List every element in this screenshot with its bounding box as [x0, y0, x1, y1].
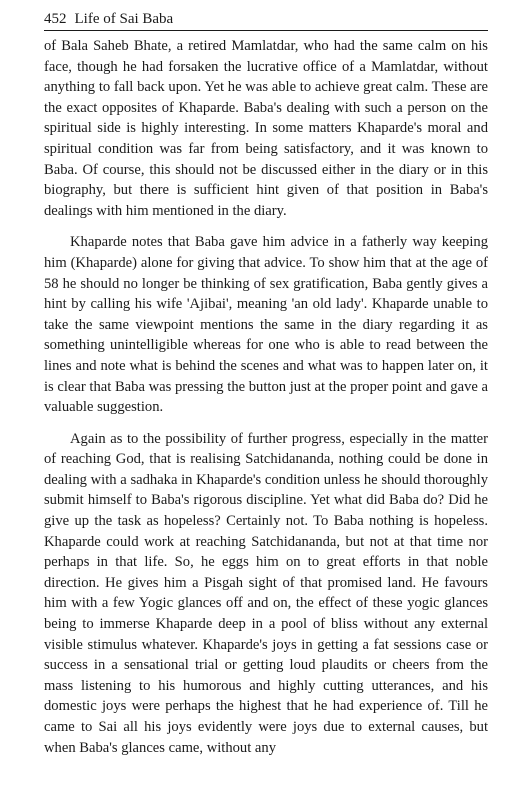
book-title: Life of Sai Baba — [74, 11, 174, 27]
paragraph-further-progress: Again as to the possibility of further progress, especially in the matter of reaching God, that is realising Satchidananda, nothing could be done in dealing with a sadhaka in Khaparde's condition unless he should thoroughly submit himself to Baba's rigorous discipline. Yet what did Baba do? Did he give up the task as hopeless? Certainly not. To Baba nothing is hopeless. Khaparde could work at reaching Satchidananda, but not at that time nor perhaps in that life. So, he eggs him on to great efforts in that noble direction. He gives him a Pisgah sight of that promised land. He favours him with a few Yogic glances off and on, the effect of these yogic glances being to immerse Khaparde deep in a pool of bliss without any external visible stimulus whatever. Khaparde's joys in getting a fat sessions case or success in a sensational trial or getting loud plaudits or cheers from the mass listening to his humorous and highly cutting utterances, and his domestic joys were perhaps the highest that he had experience of. Till he came to Sai all his joys evidently were joys due to external causes, but when Baba's glances came, without any — [44, 430, 488, 756]
body-text — [44, 36, 488, 758]
book-page — [44, 10, 488, 758]
running-head — [44, 10, 488, 31]
paragraph-continued: of Bala Saheb Bhate, a retired Mamlatdar, who had the same calm on his face, though he had forsaken the lucrative office of a Mamlatdar, without anything to fall back upon. Yet he was able to achieve great calm. These are the exact opposites of Khaparde. Baba's dealing with such a person on the spiritual side is highly interesting. In some matters Khaparde's moral and spiritual condition was far from being satisfactory, and it was known to Baba. Of course, this should not be discussed either in the diary or in this biography, but there is sufficient hint given of that position in Baba's dealings with him mentioned in the diary. — [44, 38, 488, 219]
paragraph-khaparde-advice: Khaparde notes that Baba gave him advice in a fatherly way keeping him (Khaparde) alone for giving that advice. To show him that at the age of 58 he should no longer be thinking of sex gratification, Baba gently gives a hint by calling his wife 'Ajibai', meaning 'an old lady'. Khaparde unable to take the same viewpoint mentions the same in the diary regarding it as something unintelligible whereas for one who is able to read between the lines and note what is behind the scenes and what was to happen later on, it is clear that Baba was pressing the button just at the proper point and gave a valuable suggestion. — [44, 234, 488, 416]
page-number: 452 — [44, 11, 67, 27]
